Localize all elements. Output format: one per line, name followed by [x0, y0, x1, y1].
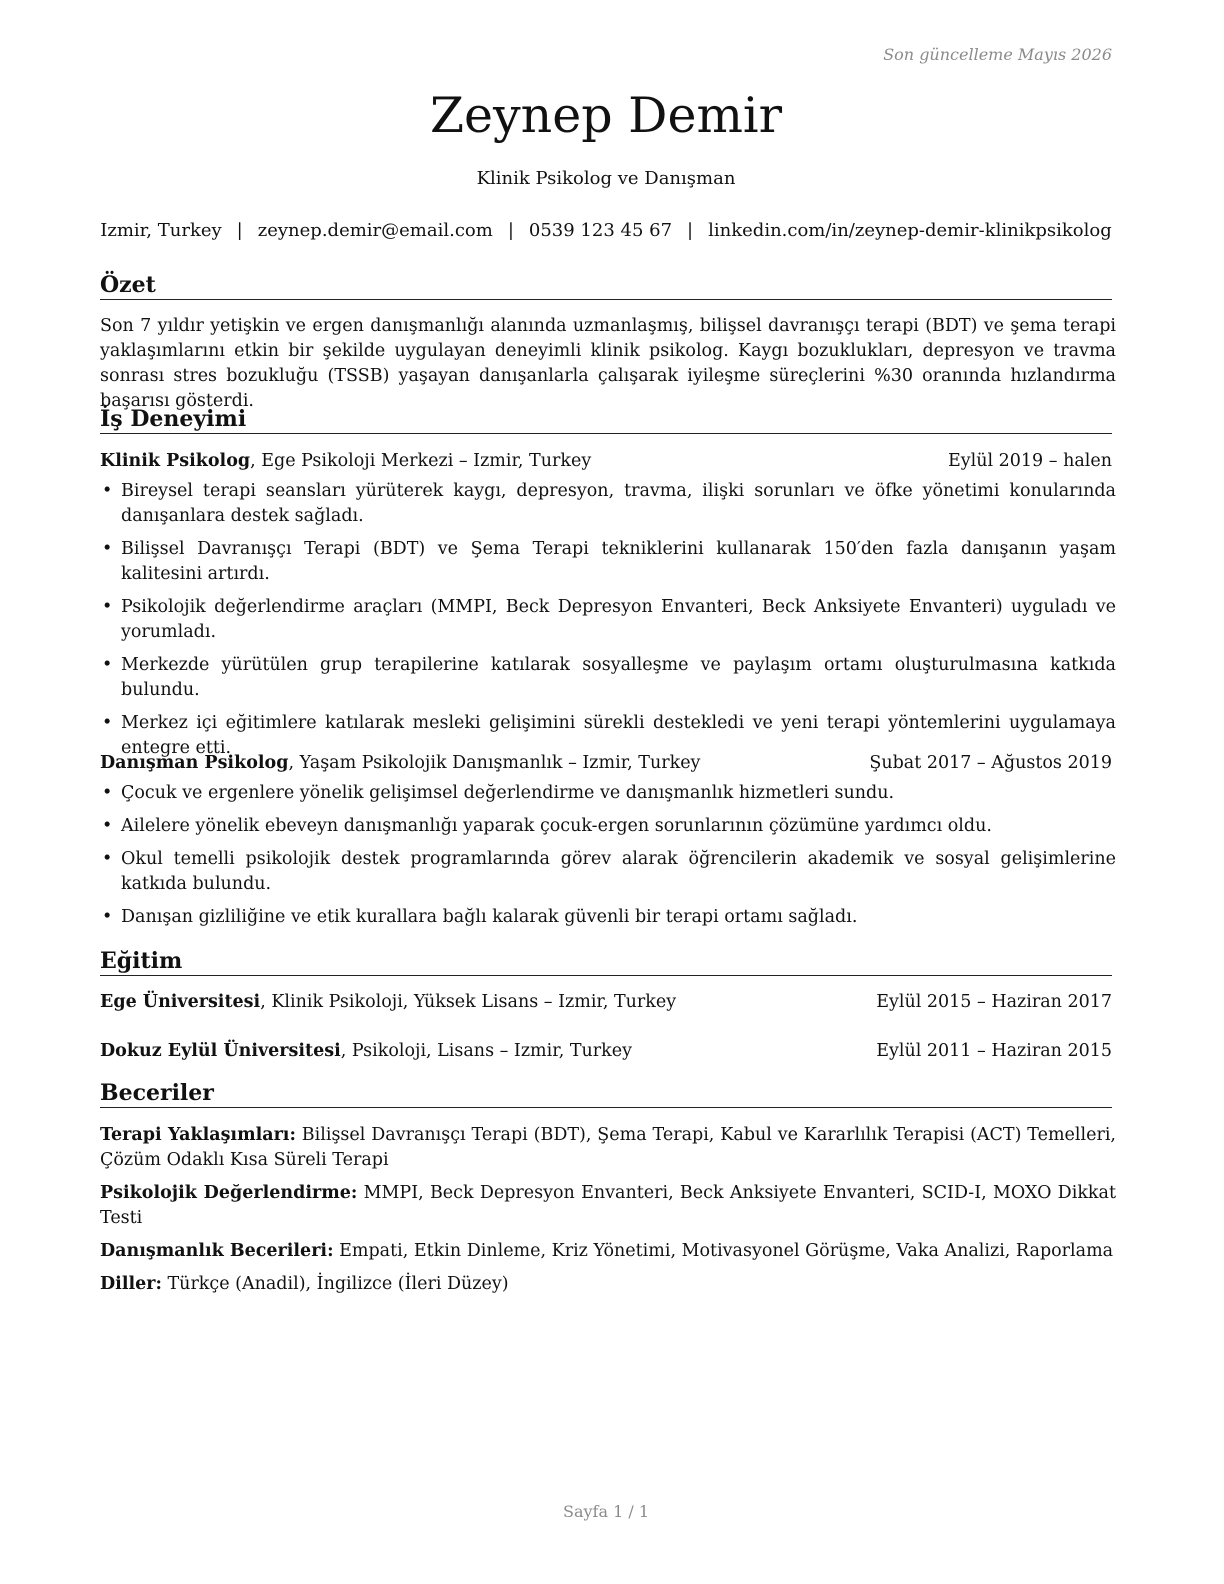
skill-value: Empati, Etkin Dinleme, Kriz Yönetimi, Motivasyonel Görüşme, Vaka Analizi, Raporlama: [333, 1241, 1114, 1261]
skill-row: [100, 1123, 1116, 1173]
page-number: Sayfa 1 / 1: [562, 1502, 649, 1521]
skill-label: Terapi Yaklaşımları:: [100, 1125, 296, 1145]
education-detail: , Psikoloji, Lisans – Izmir, Turkey: [340, 1041, 632, 1061]
contact-separator: |: [507, 220, 514, 241]
job-org: , Ege Psikoloji Merkezi – Izmir, Turkey: [250, 451, 592, 471]
education-school: Dokuz Eylül Üniversitesi: [100, 1041, 341, 1061]
education-dates: Eylül 2015 – Haziran 2017: [876, 992, 1112, 1012]
job-entry-header: [100, 751, 1112, 775]
education-heading: Eğitim: [100, 948, 183, 974]
job-title-org: [100, 751, 700, 775]
skills-section-header: [100, 1079, 1112, 1108]
experience-heading: İş Deneyimi: [100, 406, 247, 432]
job-entry-header: [100, 449, 1112, 473]
summary-text: Son 7 yıldır yetişkin ve ergen danışmanlığı alanında uzmanlaşmış, bilişsel davranışçı terapi (BDT) ve şema terapi yaklaşımlarını etkin bir şekilde uygulayan deneyimli klinik psikolog. Kaygı bozuklukları, depresyon ve travma sonrası stres bozukluğu (TSSB) yaşayan danışanlarla çalışarak iyileşme süreçlerini %30 oranında hızlandırma başarısı gösterdi.: [100, 316, 1116, 411]
contact-line: [80, 219, 1132, 243]
contact-location: Izmir, Turkey: [100, 220, 222, 241]
education-school-detail: [100, 990, 676, 1014]
job-tagline: Klinik Psikolog ve Danışman: [476, 168, 736, 189]
resume-page: [100, 0, 1116, 1584]
job-dates: Eylül 2019 – halen: [947, 451, 1112, 471]
skill-label: Diller:: [100, 1274, 162, 1294]
job-bullet: • Çocuk ve ergenlere yönelik gelişimsel değerlendirme ve danışmanlık hizmetleri sundu.: [100, 781, 1116, 806]
education-section-header: [100, 947, 1112, 976]
skill-label: Danışmanlık Becerileri:: [100, 1241, 334, 1261]
skill-row: [100, 1181, 1116, 1231]
person-name: Zeynep Demir: [429, 87, 783, 144]
contact-linkedin[interactable]: linkedin.com/in/zeynep-demir-klinikpsikolog: [708, 220, 1112, 241]
job-title: Klinik Psikolog: [100, 451, 251, 471]
job-title-org: [100, 449, 591, 473]
job-bullet: • Okul temelli psikolojik destek programlarında görev alarak öğrencilerin akademik ve sosyal gelişimlerine katkıda bulundu.: [100, 847, 1116, 897]
skill-row: [100, 1272, 1116, 1297]
education-entry: [100, 1039, 1112, 1063]
skills-list: [100, 1123, 1116, 1305]
job-bullet: • Merkezde yürütülen grup terapilerine katılarak sosyalleşme ve paylaşım ortamı oluşturulmasına katkıda bulundu.: [100, 653, 1116, 703]
job-bullet: • Bireysel terapi seansları yürüterek kaygı, depresyon, travma, ilişki sorunları ve öfke yönetimi konularında danışanlara destek sağladı.: [100, 479, 1116, 529]
job-bullets: [100, 781, 1116, 938]
job-bullet: • Merkez içi eğitimlere katılarak mesleki gelişimini sürekli destekledi ve yeni terapi yöntemlerini uygulamaya entegre etti.: [100, 711, 1116, 761]
summary-section-header: [100, 271, 1112, 300]
education-detail: , Klinik Psikoloji, Yüksek Lisans – Izmir, Turkey: [260, 992, 677, 1012]
job-bullet: • Ailelere yönelik ebeveyn danışmanlığı yaparak çocuk-ergen sorunlarının çözümüne yardımcı oldu.: [100, 814, 1116, 839]
contact-separator: |: [236, 220, 243, 241]
contact-separator: |: [687, 220, 694, 241]
job-dates: Şubat 2017 – Ağustos 2019: [869, 753, 1112, 773]
skill-value: Türkçe (Anadil), İngilizce (İleri Düzey): [161, 1274, 509, 1294]
job-bullet: • Danışan gizliliğine ve etik kurallara bağlı kalarak güvenli bir terapi ortamı sağladı.: [100, 905, 1116, 930]
job-title: Danışman Psikolog: [100, 753, 289, 773]
skills-heading: Beceriler: [100, 1080, 214, 1106]
summary-heading: Özet: [100, 272, 156, 298]
job-bullet: • Psikolojik değerlendirme araçları (MMPI, Beck Depresyon Envanteri, Beck Anksiyete Envanteri) uyguladı ve yorumladı.: [100, 595, 1116, 645]
skill-row: [100, 1239, 1116, 1264]
job-org: , Yaşam Psikolojik Danışmanlık – Izmir, Turkey: [288, 753, 701, 773]
experience-section-header: [100, 405, 1112, 434]
education-school-detail: [100, 1039, 632, 1063]
contact-phone[interactable]: 0539 123 45 67: [528, 220, 673, 241]
job-bullet: • Bilişsel Davranışçı Terapi (BDT) ve Şema Terapi tekniklerini kullanarak 150′den fazla danışanın yaşam kalitesini artırdı.: [100, 537, 1116, 587]
last-updated: Son güncelleme Mayıs 2026: [883, 45, 1112, 64]
education-dates: Eylül 2011 – Haziran 2015: [876, 1041, 1112, 1061]
skill-label: Psikolojik Değerlendirme:: [100, 1183, 358, 1203]
skill-value: Bilişsel Davranışçı Terapi (BDT), Şema Terapi, Kabul ve Kararlılık Terapisi (ACT) Temelleri, Çözüm Odaklı Kısa Süreli Terapi: [100, 1125, 1116, 1170]
skill-value: MMPI, Beck Depresyon Envanteri, Beck Anksiyete Envanteri, SCID-I, MOXO Dikkat Testi: [100, 1183, 1116, 1228]
job-bullets: [100, 479, 1116, 769]
education-school: Ege Üniversitesi: [100, 992, 261, 1012]
contact-email[interactable]: zeynep.demir@email.com: [257, 220, 493, 241]
education-entry: [100, 990, 1112, 1014]
